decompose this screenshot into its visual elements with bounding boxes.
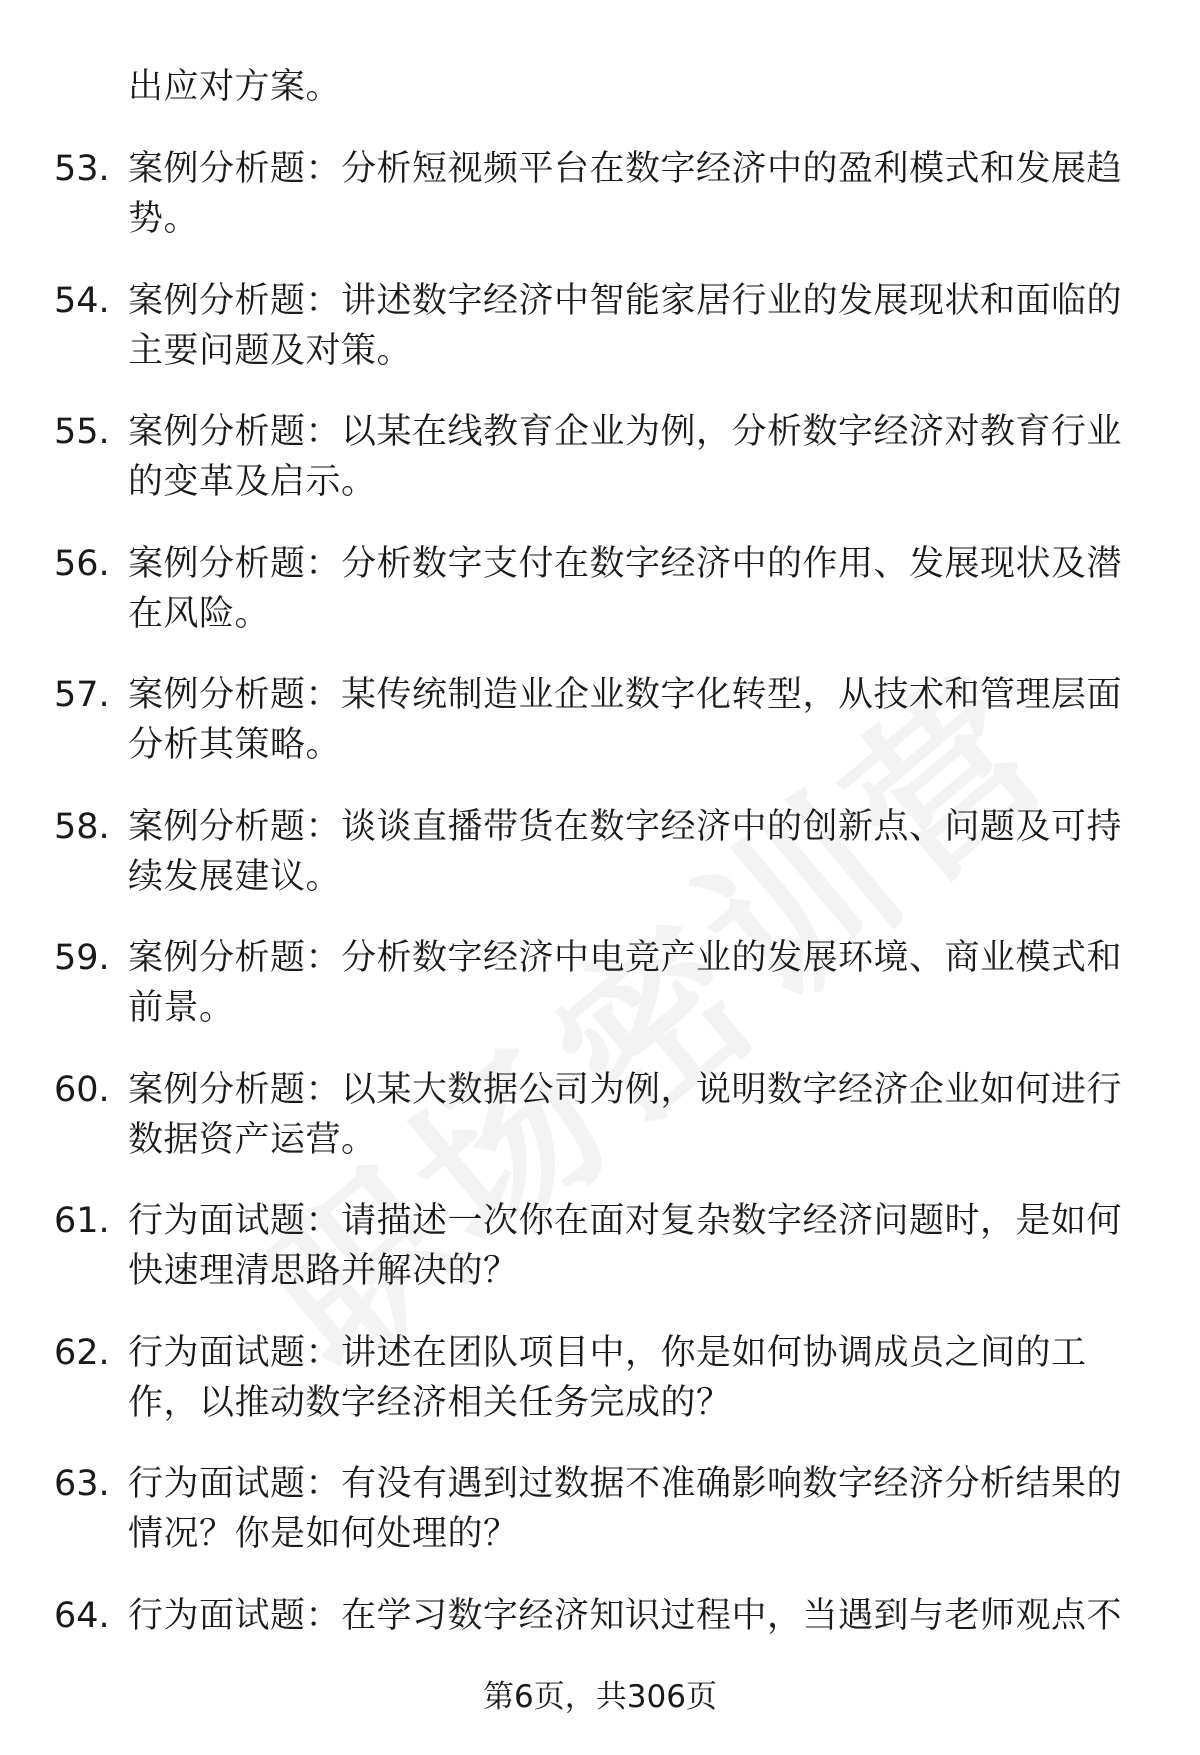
item-text: 案例分析题：谈谈直播带货在数字经济中的创新点、问题及可持续发展建议。 [128, 806, 1123, 897]
list-item [0, 1172, 1200, 1304]
item-text: 案例分析题：讲述数字经济中智能家居行业的发展现状和面临的主要问题及对策。 [128, 280, 1123, 371]
item-text: 行为面试题：请描述一次你在面对复杂数字经济问题时，是如何快速理清思路并解决的？ [128, 1201, 1123, 1291]
question-list [0, 120, 1200, 1698]
item-text: 案例分析题：以某在线教育企业为例，分析数字经济对教育行业的变革及启示。 [128, 412, 1123, 502]
list-item [0, 1041, 1200, 1173]
item-number: 61. [54, 1201, 110, 1241]
item-text: 案例分析题：分析短视频平台在数字经济中的盈利模式和发展趋势。 [128, 149, 1123, 239]
item-number: 53. [54, 149, 110, 189]
list-item [0, 778, 1200, 910]
page-footer: 第6页，共306页 [483, 1679, 717, 1715]
item-number: 58. [54, 806, 110, 847]
item-number: 54. [54, 280, 110, 321]
list-item [0, 252, 1200, 384]
item-number: 55. [54, 412, 110, 452]
item-text: 案例分析题：分析数字支付在数字经济中的作用、发展现状及潜在风险。 [128, 543, 1123, 634]
item-text: 行为面试题：讲述在团队项目中，你是如何协调成员之间的工作，以推动数字经济相关任务完成的？ [128, 1332, 1087, 1423]
list-item [0, 646, 1200, 778]
list-item [0, 120, 1200, 252]
item-number: 56. [54, 543, 110, 584]
item-number: 60. [54, 1069, 110, 1110]
item-number: 57. [54, 675, 110, 715]
list-item [0, 1435, 1200, 1567]
item-number: 63. [54, 1464, 110, 1504]
list-item [0, 383, 1200, 515]
item-number: 64. [54, 1595, 110, 1636]
item-text: 行为面试题：有没有遇到过数据不准确影响数字经济分析结果的情况？你是如何处理的？ [128, 1464, 1123, 1554]
item-text: 案例分析题：某传统制造业企业数字化转型，从技术和管理层面分析其策略。 [128, 675, 1123, 765]
item-text: 行为面试题：在学习数字经济知识过程中，当遇到与老师观点不 [128, 1595, 1123, 1636]
list-item [0, 1304, 1200, 1436]
list-item [0, 515, 1200, 647]
item-text: 案例分析题：以某大数据公司为例，说明数字经济企业如何进行数据资产运营。 [128, 1069, 1123, 1160]
item-number: 59. [54, 938, 110, 978]
list-item [0, 909, 1200, 1041]
item-number: 62. [54, 1332, 110, 1373]
item-text: 案例分析题：分析数字经济中电竞产业的发展环境、商业模式和前景。 [128, 938, 1123, 1028]
continuation-text: 出应对方案。 [128, 67, 342, 107]
